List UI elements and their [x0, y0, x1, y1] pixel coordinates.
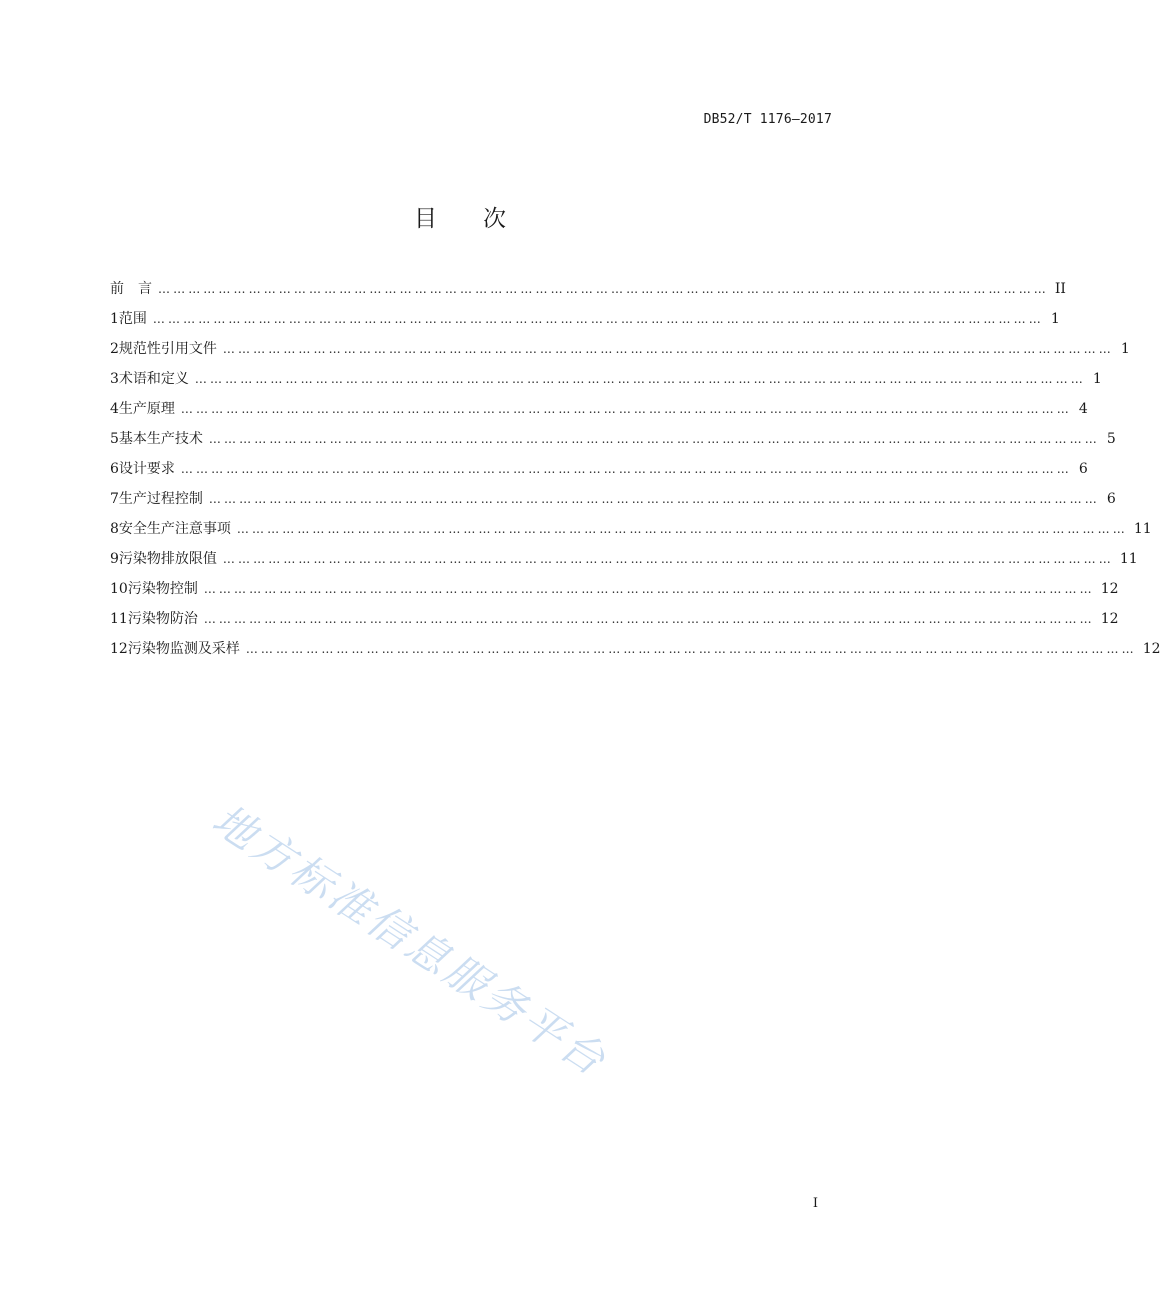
toc-entry-label: 生产过程控制 [118, 491, 203, 507]
toc-leader-dots: …………………………………………………………………………………………………………………………………………………………… [222, 342, 1114, 356]
toc-entry[interactable] [110, 398, 1088, 428]
toc-entry-label: 污染物控制 [127, 581, 198, 597]
toc-entry-number: 4 [110, 401, 119, 417]
toc-entry-number: 11 [110, 611, 128, 627]
toc-entry[interactable] [110, 578, 1119, 608]
toc-entry-page: 6 [1078, 461, 1088, 477]
toc-entry-page: 1 [1120, 341, 1130, 357]
toc-entry-label: 安全生产注意事项 [118, 521, 231, 537]
toc-entry-number: 7 [110, 491, 119, 507]
toc-entry-label: 污染物排放限值 [118, 551, 217, 567]
toc-entry-label: 基本生产技术 [118, 431, 203, 447]
toc-entry-number: 9 [110, 551, 119, 567]
toc-leader-dots: …………………………………………………………………………………………………………………………………………………………… [152, 312, 1044, 326]
toc-entry[interactable] [110, 608, 1119, 638]
toc-entry-page: 5 [1106, 431, 1116, 447]
toc-entry-label: 污染物监测及采样 [127, 641, 240, 657]
toc-leader-dots: …………………………………………………………………………………………………………………………………………………………… [158, 282, 1049, 296]
toc-entry-page: 11 [1119, 551, 1138, 567]
toc-entry-label: 设计要求 [118, 461, 175, 477]
toc-entry[interactable] [110, 488, 1116, 518]
toc-entry-number: 8 [110, 521, 119, 537]
toc-leader-dots: …………………………………………………………………………………………………………………………………………………………… [180, 402, 1072, 416]
toc-leader-dots: …………………………………………………………………………………………………………………………………………………………… [208, 492, 1100, 506]
toc-leader-dots: …………………………………………………………………………………………………………………………………………………………… [245, 642, 1137, 656]
toc-entry-number: 1 [110, 311, 119, 327]
toc-entry-number: 2 [110, 341, 119, 357]
toc-leader-dots: …………………………………………………………………………………………………………………………………………………………… [203, 582, 1095, 596]
toc-entry-page: 12 [1100, 581, 1119, 597]
toc-entry-number: 5 [110, 431, 119, 447]
toc-entry[interactable] [110, 338, 1130, 368]
toc-entry[interactable] [110, 548, 1138, 578]
toc-leader-dots: …………………………………………………………………………………………………………………………………………………………… [222, 552, 1114, 566]
table-of-contents [110, 278, 1161, 668]
toc-entry[interactable] [110, 278, 1066, 308]
page-title: 目次 [414, 206, 552, 232]
toc-entry-label: 范围 [118, 311, 147, 327]
toc-entry-page: 4 [1078, 401, 1088, 417]
toc-entry-page: 12 [1142, 641, 1161, 657]
toc-entry[interactable] [110, 368, 1102, 398]
toc-entry-page: II [1054, 281, 1066, 297]
toc-entry-label: 污染物防治 [127, 611, 198, 627]
toc-entry-label: 术语和定义 [118, 371, 189, 387]
toc-entry-page: 1 [1050, 311, 1060, 327]
toc-entry[interactable] [110, 518, 1152, 548]
toc-entry-page: 6 [1106, 491, 1116, 507]
toc-entry[interactable] [110, 458, 1088, 488]
toc-leader-dots: …………………………………………………………………………………………………………………………………………………………… [236, 522, 1128, 536]
toc-entry-label: 生产原理 [118, 401, 175, 417]
toc-leader-dots: …………………………………………………………………………………………………………………………………………………………… [180, 462, 1072, 476]
document-code: DB52/T 1176—2017 [703, 112, 832, 127]
toc-entry-number: 10 [110, 581, 128, 597]
toc-entry-number: 12 [110, 641, 128, 657]
page-number: I [812, 1196, 818, 1211]
watermark: 地方标准信息服务平台 [203, 794, 617, 1087]
toc-entry-number: 6 [110, 461, 119, 477]
toc-leader-dots: …………………………………………………………………………………………………………………………………………………………… [194, 372, 1086, 386]
toc-entry-number: 3 [110, 371, 119, 387]
toc-leader-dots: …………………………………………………………………………………………………………………………………………………………… [203, 612, 1095, 626]
toc-entry[interactable] [110, 638, 1161, 668]
toc-entry[interactable] [110, 428, 1116, 458]
toc-entry-page: 1 [1092, 371, 1102, 387]
toc-entry-label: 规范性引用文件 [118, 341, 217, 357]
toc-entry-page: 11 [1133, 521, 1152, 537]
toc-entry[interactable] [110, 308, 1060, 338]
toc-entry-label: 前 言 [110, 281, 152, 297]
toc-leader-dots: …………………………………………………………………………………………………………………………………………………………… [208, 432, 1100, 446]
toc-entry-page: 12 [1100, 611, 1119, 627]
